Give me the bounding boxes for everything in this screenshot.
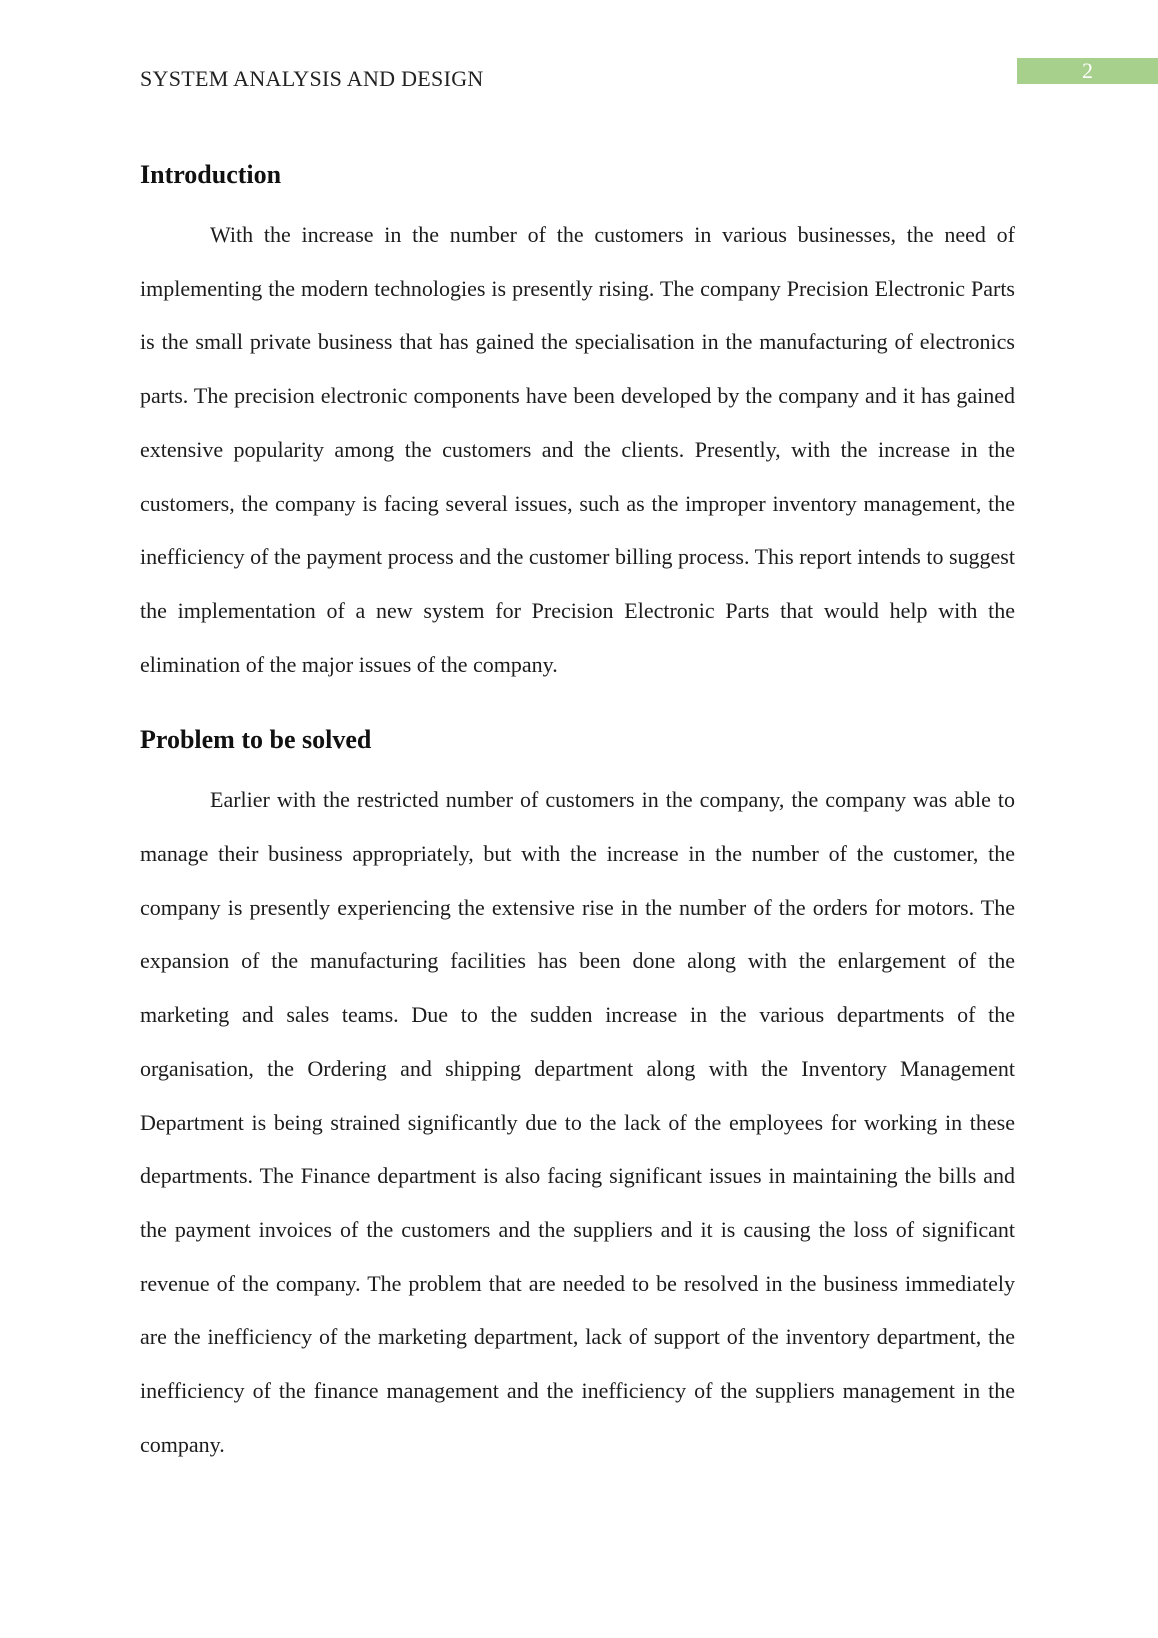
paragraph-introduction: With the increase in the number of the customers in various businesses, the need of implementing the modern technologies is presently rising. The company Precision Electronic Parts is the small private business that has gained the specialisation in the manufacturing of electronics parts. The precision electronic components have been developed by the company and it has gained extensive popularity among the customers and the clients. Presently, with the increase in the customers, the company is facing several issues, such as the improper inventory management, the inefficiency of the payment process and the customer billing process. This report intends to suggest the implementation of a new system for Precision Electronic Parts that would help with the elimination of the major issues of the company. [140, 222, 1015, 677]
section-heading-introduction: Introduction [140, 160, 282, 189]
section-heading-problem-to-be-solved: Problem to be solved [140, 725, 372, 755]
page-number-badge: 2 [1017, 58, 1158, 84]
paragraph-problem-to-be-solved: Earlier with the restricted number of customers in the company, the company was able to manage their business appropriately, but with the increase in the number of the customer, the company is presently experiencing the extensive rise in the number of the orders for motors. The expansion of the manufacturing facilities has been done along with the enlargement of the marketing and sales teams. Due to the sudden increase in the various departments of the organisation, the Ordering and shipping department along with the Inventory Management Department is being strained significantly due to the lack of the employees for working in these departments. The Finance department is also facing significant issues in maintaining the bills and the payment invoices of the customers and the suppliers and it is causing the loss of significant revenue of the company. The problem that are needed to be resolved in the business immediately are the inefficiency of the marketing department, lack of support of the inventory department, the inefficiency of the finance management and the inefficiency of the suppliers management in the company. [140, 787, 1015, 1457]
running-header-title: SYSTEM ANALYSIS AND DESIGN [140, 66, 484, 91]
document-body [140, 158, 1015, 1471]
